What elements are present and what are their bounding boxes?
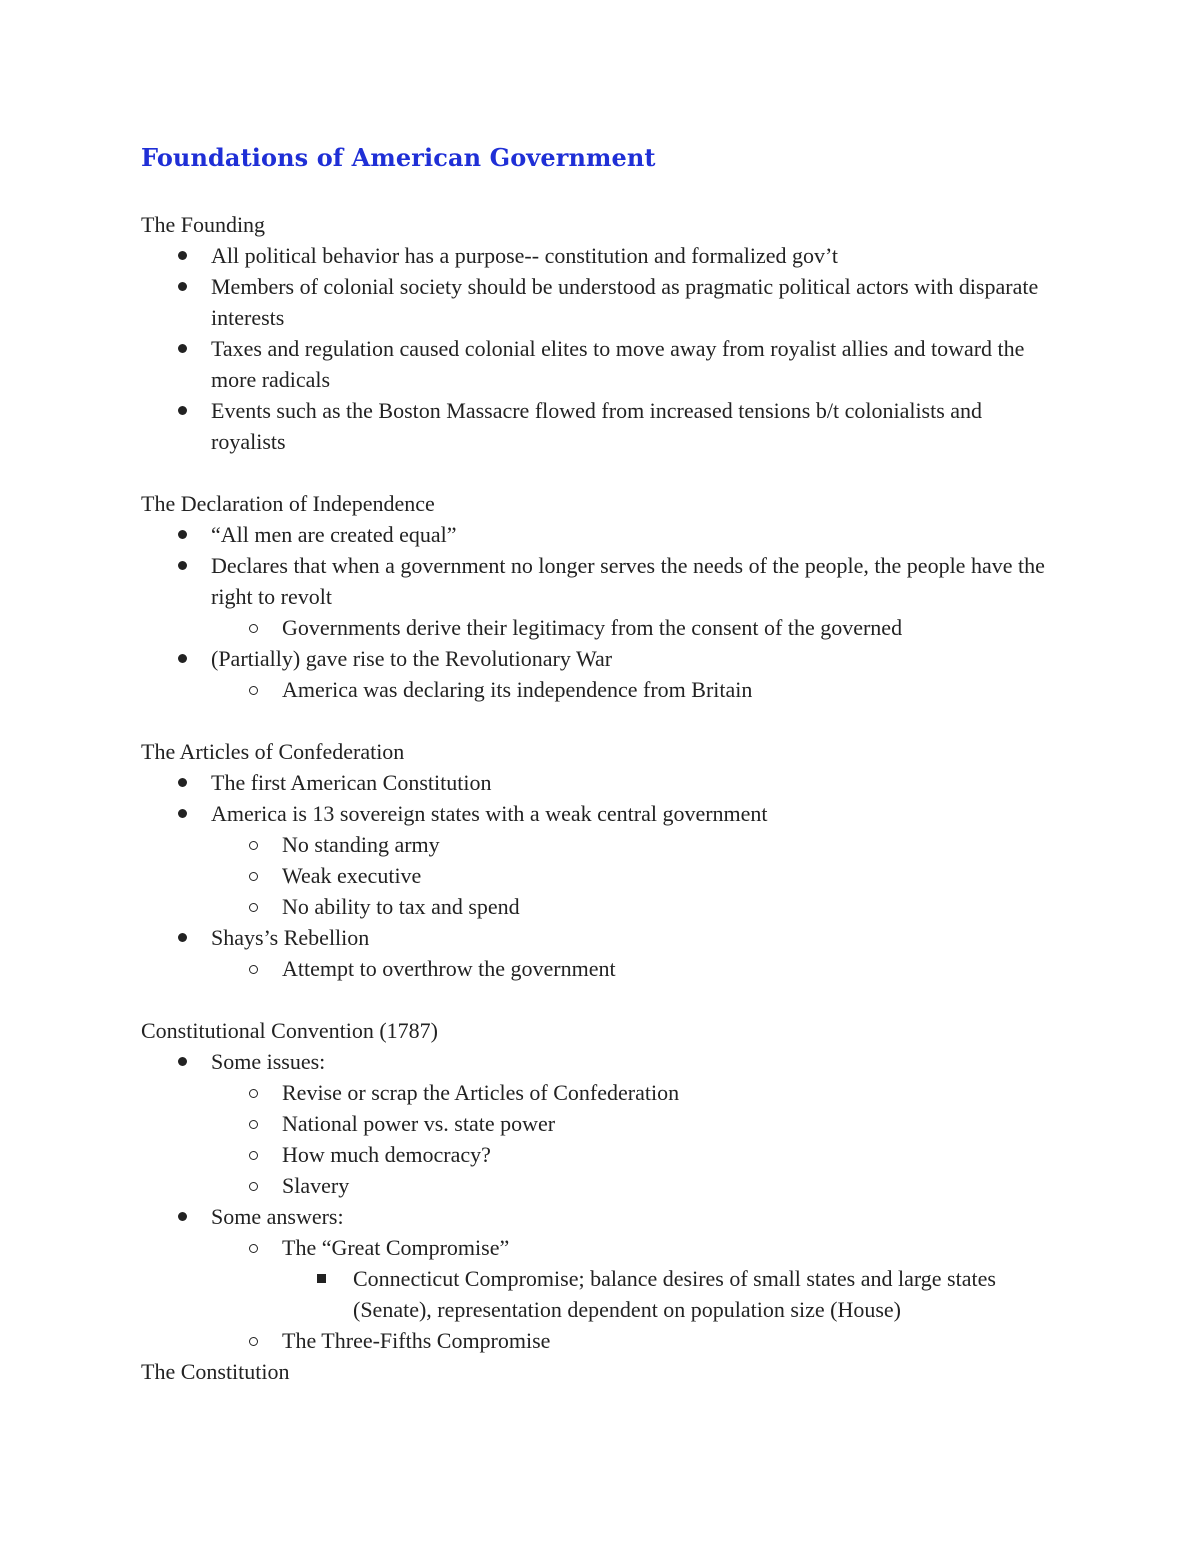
section-constitutional-convention [141,1015,1061,1356]
section-heading: The Founding [141,212,266,237]
bullet-disc-icon [178,922,187,953]
bullet-circle-icon [249,953,258,984]
list-item: Members of colonial society should be understood as pragmatic political actors with disparate interests [141,271,1061,333]
section-heading: Constitutional Convention (1787) [141,1018,438,1043]
list-item: No standing army [141,829,1061,860]
bullet-circle-icon [249,612,258,643]
section-heading: The Articles of Confederation [141,739,405,764]
bullet-disc-icon [178,798,187,829]
bullet-disc-icon [178,643,187,674]
list-item: America is 13 sovereign states with a weak central government [141,798,1061,829]
section-the-constitution [141,1356,1061,1387]
section-heading: The Declaration of Independence [141,491,435,516]
bullet-disc-icon [178,1046,187,1077]
list-item: Slavery [141,1170,1061,1201]
bullet-circle-icon [249,1325,258,1356]
list-item: The Three-Fifths Compromise [141,1325,1061,1356]
list-item: (Partially) gave rise to the Revolutionary War [141,643,1061,674]
section-the-founding [141,209,1061,457]
bullet-circle-icon [249,1232,258,1263]
list-item: Connecticut Compromise; balance desires of small states and large states (Senate), representation dependent on population size (House) [141,1263,1061,1325]
bullet-circle-icon [249,1170,258,1201]
bullet-disc-icon [178,333,187,364]
bullet-disc-icon [178,240,187,271]
list-item: Taxes and regulation caused colonial elites to move away from royalist allies and toward the more radicals [141,333,1061,395]
section-heading: The Constitution [141,1359,290,1384]
list-item: Attempt to overthrow the government [141,953,1061,984]
bullet-circle-icon [249,891,258,922]
bullet-disc-icon [178,519,187,550]
document-page [141,140,1061,1387]
bullet-circle-icon [249,674,258,705]
list-item: Declares that when a government no longer serves the needs of the people, the people have the right to revolt [141,550,1061,612]
list-item: Some issues: [141,1046,1061,1077]
list-item: National power vs. state power [141,1108,1061,1139]
bullet-list [141,767,1061,984]
list-item: The first American Constitution [141,767,1061,798]
section-articles-of-confederation [141,736,1061,984]
bullet-circle-icon [249,829,258,860]
bullet-disc-icon [178,271,187,302]
list-item: “All men are created equal” [141,519,1061,550]
list-item: Revise or scrap the Articles of Confederation [141,1077,1061,1108]
document-title: Foundations of American Government [141,143,656,172]
list-item: America was declaring its independence from Britain [141,674,1061,705]
bullet-square-icon [317,1263,326,1294]
list-item: No ability to tax and spend [141,891,1061,922]
bullet-disc-icon [178,550,187,581]
bullet-disc-icon [178,767,187,798]
bullet-disc-icon [178,395,187,426]
bullet-list [141,240,1061,457]
bullet-circle-icon [249,860,258,891]
section-declaration-of-independence [141,488,1061,705]
bullet-circle-icon [249,1139,258,1170]
list-item: Some answers: [141,1201,1061,1232]
bullet-list [141,519,1061,705]
bullet-circle-icon [249,1108,258,1139]
list-item: All political behavior has a purpose-- constitution and formalized gov’t [141,240,1061,271]
list-item: Shays’s Rebellion [141,922,1061,953]
list-item: The “Great Compromise” [141,1232,1061,1263]
list-item: Governments derive their legitimacy from the consent of the governed [141,612,1061,643]
list-item: Weak executive [141,860,1061,891]
bullet-list [141,1046,1061,1356]
list-item: Events such as the Boston Massacre flowed from increased tensions b/t colonialists and royalists [141,395,1061,457]
bullet-disc-icon [178,1201,187,1232]
bullet-circle-icon [249,1077,258,1108]
list-item: How much democracy? [141,1139,1061,1170]
